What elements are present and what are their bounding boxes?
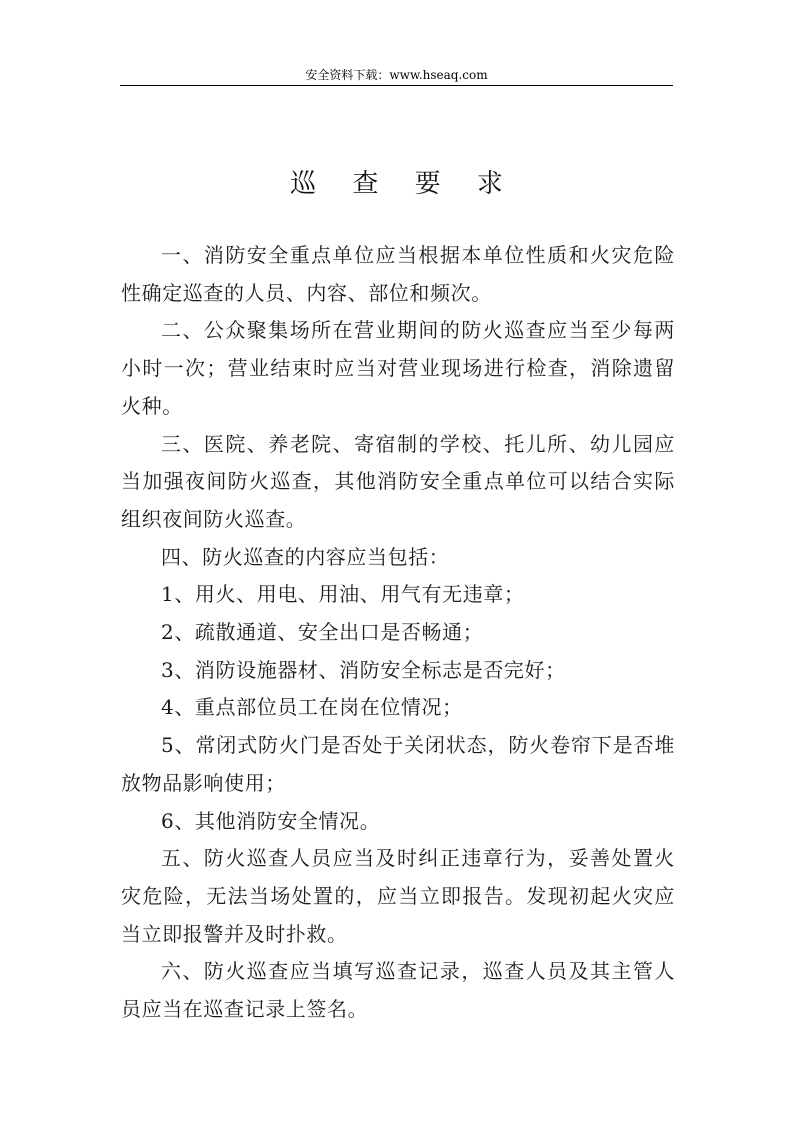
page-header: 安全资料下载：www.hseaq.com (305, 68, 488, 82)
paragraph-2: 二、公众聚集场所在营业期间的防火巡查应当至少每两小时一次；营业结束时应当对营业现场进行检查，消除遗留火种。 (121, 318, 675, 418)
header-divider (120, 85, 673, 86)
paragraph-1: 一、消防安全重点单位应当根据本单位性质和火灾危险性确定巡查的人员、内容、部位和频次。 (121, 243, 675, 305)
paragraph-5: 五、防火巡查人员应当及时纠正违章行为，妥善处置火灾危险，无法当场处置的，应当立即报告。发现初起火灾应当立即报警并及时扑救。 (121, 846, 675, 946)
paragraph-6: 六、防火巡查应当填写巡查记录，巡查人员及其主管人员应当在巡查记录上签名。 (121, 959, 675, 1022)
list-item-1: 1、用火、用电、用油、用气有无违章； (161, 582, 525, 607)
list-item-2: 2、疏散通道、安全出口是否畅通； (161, 620, 484, 645)
document-body (121, 237, 675, 1029)
list-item-4: 4、重点部位员工在岗在位情况； (161, 695, 463, 720)
list-item-6: 6、其他消防安全情况。 (161, 808, 381, 833)
paragraph-3: 三、医院、养老院、寄宿制的学校、托儿所、幼儿园应当加强夜间防火巡查，其他消防安全重点单位可以结合实际组织夜间防火巡查。 (121, 431, 675, 531)
paragraph-4: 四、防火巡查的内容应当包括： (161, 544, 450, 569)
document-title: 巡 查 要 求 (290, 169, 517, 199)
list-item-5: 5、常闭式防火门是否处于关闭状态，防火卷帘下是否堆放物品影响使用； (121, 733, 675, 795)
list-item-3: 3、消防设施器材、消防安全标志是否完好； (161, 657, 566, 682)
